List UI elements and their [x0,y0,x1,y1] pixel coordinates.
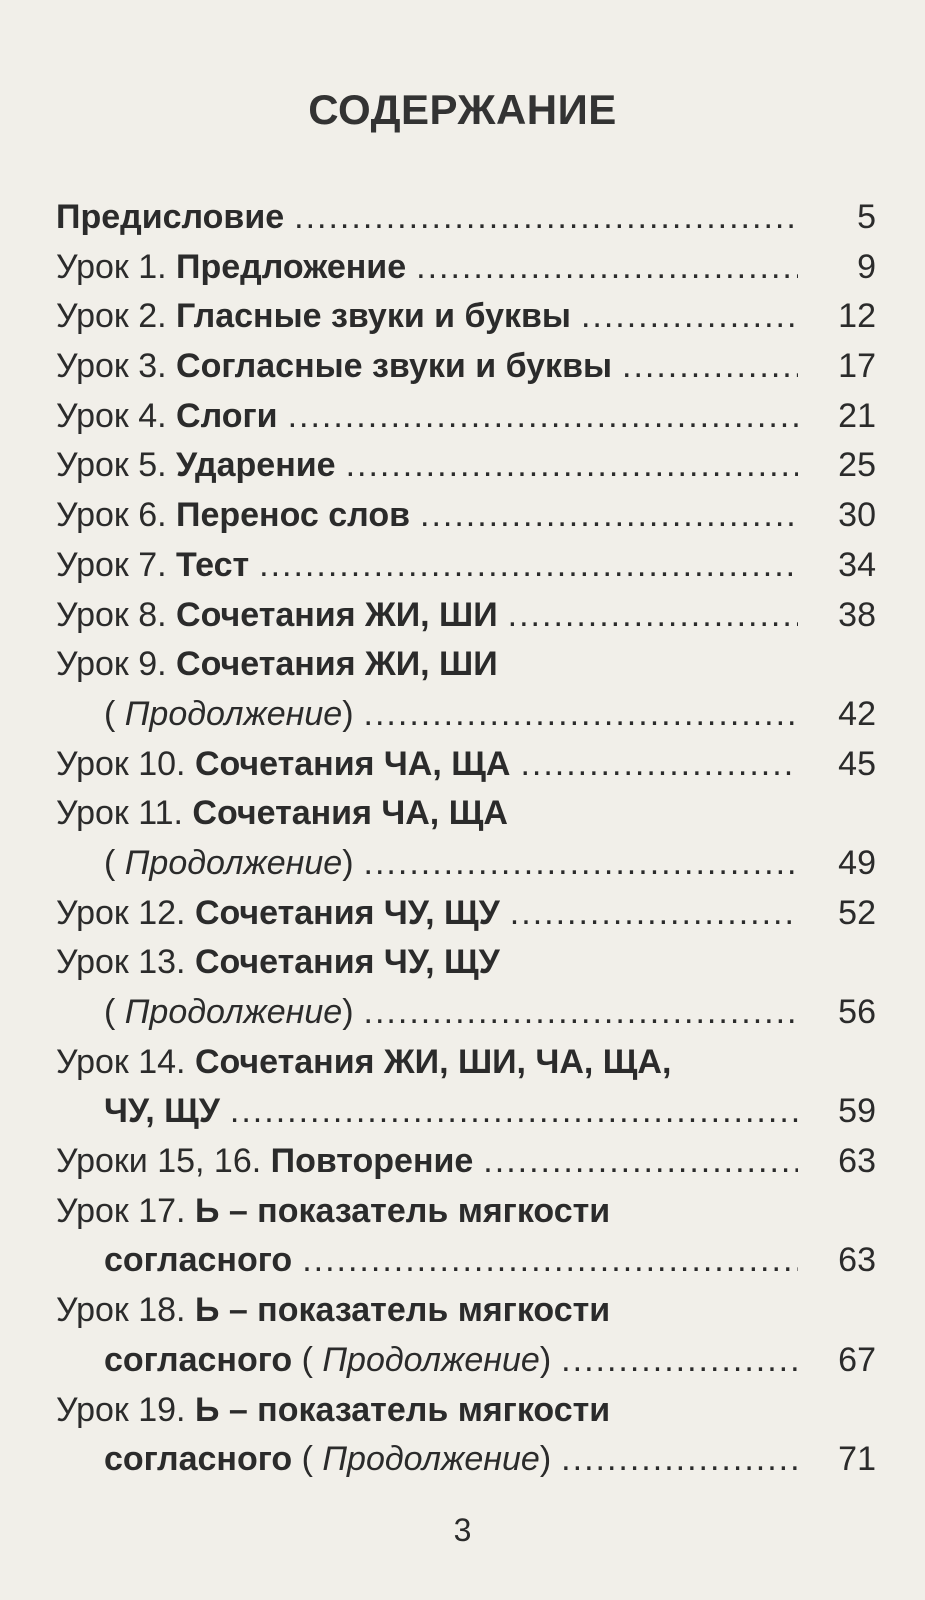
open-paren: ( [292,1440,323,1479]
toc-entry-prefix: Урок 7. [56,545,167,584]
toc-entry-lesson-4[interactable] [56,392,876,442]
open-paren: ( [104,843,125,882]
toc-entry-continuation: Продолжение [322,1440,540,1479]
toc-entry-continuation: Продолжение [124,993,343,1031]
toc-entry-prefix: Урок 18. [56,1291,186,1330]
toc-entry-lesson-3[interactable] [56,342,876,392]
toc-entry-continuation: Продолжение [322,1340,540,1379]
leader-dots [581,292,798,342]
leader-dots [364,988,798,1038]
toc-entry-lesson-9[interactable] [56,640,876,690]
page-title: СОДЕРЖАНИЕ [308,86,617,133]
toc-entry-title: Сочетания ЖИ, ШИ [176,595,498,634]
toc-page-number: 56 [838,993,876,1031]
toc-page-number: 21 [838,396,876,435]
toc-page-number: 38 [838,595,876,634]
leader-dots [508,591,798,641]
toc-page-number: 63 [838,1142,876,1181]
toc-entry-lesson-10[interactable] [56,740,876,790]
toc-entry-prefix: Урок 19. [56,1390,186,1429]
toc-entry-continuation: Продолжение [124,694,343,733]
toc-entry-title: Сочетания ЧУ, ЩУ [194,943,500,982]
toc-page-number: 42 [838,694,876,733]
toc-entry-lesson-13[interactable] [56,938,876,988]
toc-entry-title: Ь – показатель мягкости [194,1390,611,1429]
toc-entry-lesson-17[interactable] [56,1187,876,1237]
toc-page-number: 25 [838,446,876,485]
toc-page-number: 34 [838,545,876,584]
toc-entry-lesson-11-continued[interactable] [56,839,876,889]
toc-entry-lesson-8[interactable] [56,591,876,641]
toc-entry-lessons-15-16[interactable] [56,1137,876,1187]
toc-entry-title: Сочетания ЧА, ЩА [194,744,511,783]
leader-dots [302,1236,798,1286]
toc-entry-continuation: Продолжение [124,843,343,882]
toc-entry-title-continued: согласного [104,1340,293,1379]
toc-entry-lesson-17-continued[interactable] [56,1236,876,1286]
close-paren: ) [342,843,354,882]
leader-dots [420,491,798,541]
toc-entry-title: Предисловие [56,198,285,236]
leader-dots [520,740,798,790]
toc-entry-prefix: Урок 2. [56,297,167,336]
toc-entry-title: Ь – показатель мягкости [194,1291,611,1330]
toc-entry-preface[interactable] [56,193,876,243]
toc-entry-lesson-6[interactable] [56,491,876,541]
toc-entry-lesson-18-continued[interactable] [56,1336,876,1386]
toc-entry-title: Сочетания ЧУ, ЩУ [194,893,500,932]
close-paren: ) [539,1440,552,1479]
leader-dots [288,392,798,442]
toc-entry-prefix: Урок 4. [56,396,167,435]
open-paren: ( [104,694,125,733]
open-paren: ( [292,1340,323,1379]
toc-entry-title: Ь – показатель мягкости [194,1191,611,1230]
leader-dots [561,1435,798,1485]
leader-dots [510,889,798,939]
toc-entry-prefix: Урок 6. [56,496,167,535]
open-paren: ( [104,993,125,1031]
toc-page-number: 9 [857,247,876,286]
toc-entry-lesson-14[interactable] [56,1038,876,1088]
toc-entry-title: Предложение [176,247,407,286]
table-of-contents [56,193,876,1485]
toc-entry-lesson-7[interactable] [56,541,876,591]
toc-entry-prefix: Урок 9. [56,645,167,684]
toc-entry-prefix: Уроки 15, 16. [56,1142,262,1181]
toc-entry-lesson-2[interactable] [56,292,876,342]
toc-entry-lesson-13-continued[interactable] [56,988,876,1038]
toc-entry-prefix: Урок 12. [56,893,186,932]
toc-page-number: 63 [838,1241,876,1280]
toc-entry-title: Ударение [176,446,336,485]
toc-entry-lesson-11[interactable] [56,789,876,839]
toc-entry-title: Сочетания ЖИ, ШИ, ЧА, ЩА, [194,1042,672,1081]
toc-entry-title: Гласные звуки и буквы [176,297,571,336]
leader-dots [483,1137,798,1187]
toc-entry-lesson-1[interactable] [56,243,876,293]
page-folio-number: 3 [453,1512,472,1548]
toc-entry-prefix: Урок 10. [56,744,186,783]
toc-entry-title: Повторение [270,1142,474,1181]
leader-dots [622,342,798,392]
toc-page-number: 52 [838,893,876,932]
leader-dots [364,839,798,889]
toc-entry-lesson-18[interactable] [56,1286,876,1336]
toc-page-number: 12 [838,297,876,336]
toc-entry-prefix: Урок 3. [56,347,167,386]
leader-dots [259,541,798,591]
toc-entry-prefix: Урок 17. [56,1191,186,1230]
toc-entry-prefix: Урок 5. [56,446,167,485]
leader-dots [230,1087,798,1137]
toc-entry-lesson-12[interactable] [56,889,876,939]
leader-dots [561,1336,798,1386]
toc-entry-prefix: Урок 14. [56,1042,186,1081]
close-paren: ) [342,694,354,733]
toc-entry-title-continued: согласного [104,1440,293,1479]
toc-page-number: 59 [838,1092,876,1131]
toc-entry-title: Слоги [176,396,278,435]
toc-entry-title: Тест [176,545,250,584]
toc-entry-title-continued: согласного [104,1241,293,1280]
toc-entry-title-continued: ЧУ, ЩУ [104,1092,220,1131]
toc-entry-lesson-19[interactable] [56,1386,876,1436]
leader-dots [364,690,798,740]
toc-page-number: 30 [838,496,876,535]
toc-page-number: 49 [838,843,876,882]
leader-dots [346,441,798,491]
toc-page-number: 45 [838,744,876,783]
toc-entry-prefix: Урок 11. [56,794,183,833]
toc-page-number: 67 [838,1340,876,1379]
toc-page-number: 71 [838,1440,876,1479]
leader-dots [416,243,798,293]
toc-entry-prefix: Урок 8. [56,595,167,634]
toc-entry-lesson-19-continued[interactable] [56,1435,876,1485]
toc-entry-title: Сочетания ЖИ, ШИ [176,645,498,684]
toc-entry-lesson-14-continued[interactable] [56,1087,876,1137]
leader-dots [294,193,798,243]
toc-entry-title: Перенос слов [176,496,410,535]
toc-entry-lesson-9-continued[interactable] [56,690,876,740]
close-paren: ) [539,1340,552,1379]
toc-page-number: 17 [838,347,876,386]
toc-entry-title: Сочетания ЧА, ЩА [192,794,508,833]
close-paren: ) [342,993,354,1031]
toc-page-number: 5 [857,198,876,236]
toc-entry-title: Согласные звуки и буквы [176,347,613,386]
toc-entry-prefix: Урок 13. [56,943,186,982]
toc-entry-lesson-5[interactable] [56,441,876,491]
toc-entry-prefix: Урок 1. [56,247,167,286]
